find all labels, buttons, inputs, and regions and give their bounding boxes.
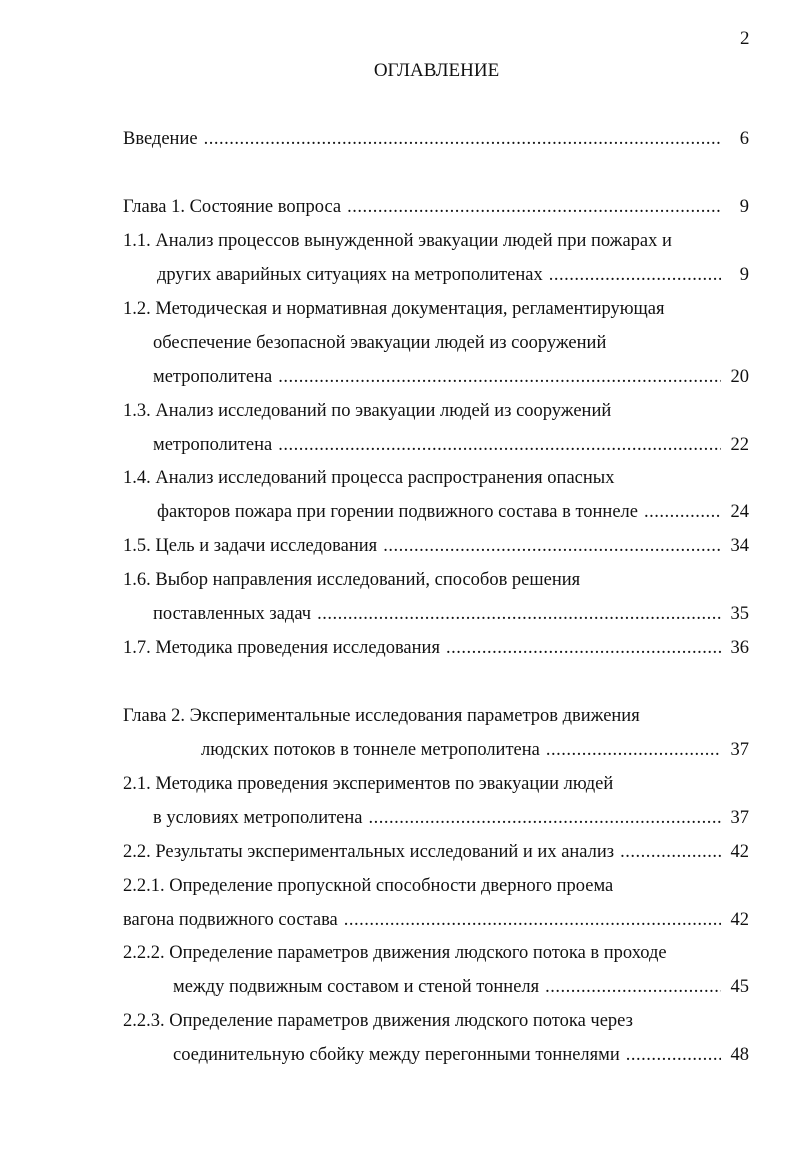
- toc-label: других аварийных ситуациях на метрополитенах: [157, 265, 543, 285]
- dot-leader: [344, 909, 721, 931]
- toc-entry-2-2-2: [173, 976, 749, 998]
- dot-leader: [278, 366, 721, 388]
- toc-entry-1-4-line1: 1.4. Анализ исследований процесса распространения опасных: [123, 468, 615, 488]
- toc-entry-2-2-3-line1: 2.2.3. Определение параметров движения людского потока через: [123, 1011, 633, 1031]
- toc-entry-1-7: [123, 637, 749, 659]
- toc-page: 22: [730, 435, 749, 455]
- toc-label: факторов пожара при горении подвижного состава в тоннеле: [157, 502, 638, 522]
- dot-leader: [546, 739, 721, 761]
- toc-page: 6: [739, 129, 749, 149]
- toc-page: 42: [730, 910, 749, 930]
- toc-entry-1-3: [153, 434, 749, 456]
- toc-entry-2-1: [153, 807, 749, 829]
- toc-entry-1-3-line1: 1.3. Анализ исследований по эвакуации людей из сооружений: [123, 401, 612, 421]
- toc-label: метрополитена: [153, 367, 273, 387]
- toc-entry-1-1: [157, 264, 749, 286]
- page-title: ОГЛАВЛЕНИЕ: [373, 60, 500, 81]
- toc-label: вагона подвижного состава: [123, 910, 338, 930]
- toc-entry-1-1-line1: 1.1. Анализ процессов вынужденной эвакуации людей при пожарах и: [123, 231, 672, 251]
- toc-label: между подвижным составом и стеной тоннеля: [173, 977, 540, 997]
- toc-label: 1.7. Методика проведения исследования: [123, 638, 440, 658]
- dot-leader: [626, 1044, 721, 1066]
- dot-leader: [204, 128, 721, 150]
- toc-entry-2-2: [123, 841, 749, 863]
- toc-page: 48: [730, 1045, 749, 1065]
- dot-leader: [446, 637, 721, 659]
- toc-entry-1-2-line1: 1.2. Методическая и нормативная документация, регламентирующая: [123, 299, 665, 319]
- toc-page: 45: [730, 977, 749, 997]
- toc-page: 36: [730, 638, 749, 658]
- dot-leader: [545, 976, 721, 998]
- toc-entry-1-5: [123, 535, 749, 557]
- toc-page: 35: [730, 604, 749, 624]
- dot-leader: [317, 603, 721, 625]
- toc-entry-1-6: [153, 603, 749, 625]
- toc-entry-2-1-line1: 2.1. Методика проведения экспериментов по эвакуации людей: [123, 774, 614, 794]
- toc-label: людских потоков в тоннеле метрополитена: [201, 740, 540, 760]
- dot-leader: [369, 807, 722, 829]
- toc-label: соединительную сбойку между перегонными тоннелями: [173, 1045, 620, 1065]
- toc-entry-1-2-line2: обеспечение безопасной эвакуации людей из сооружений: [153, 333, 607, 353]
- toc-label: Введение: [123, 129, 198, 149]
- dot-leader: [620, 841, 721, 863]
- toc-label: 1.5. Цель и задачи исследования: [123, 536, 378, 556]
- toc-entry-2-2-2-line1: 2.2.2. Определение параметров движения людского потока в проходе: [123, 943, 667, 963]
- toc-page: 9: [739, 265, 749, 285]
- dot-leader: [383, 535, 721, 557]
- toc-page: 42: [730, 842, 749, 862]
- dot-leader: [278, 434, 721, 456]
- toc-entry-chapter-1: [123, 196, 749, 218]
- toc-entry-1-4: [157, 501, 749, 523]
- toc-entry-2-2-1-line1: 2.2.1. Определение пропускной способности дверного проема: [123, 876, 614, 896]
- toc-entry-chapter-2: [201, 739, 749, 761]
- toc-entry-1-6-line1: 1.6. Выбор направления исследований, способов решения: [123, 570, 581, 590]
- toc-page: 24: [730, 502, 749, 522]
- toc-entry-introduction: [123, 128, 749, 150]
- page-number: 2: [740, 28, 750, 49]
- toc-entry-1-2: [153, 366, 749, 388]
- toc-entry-chapter-2-line1: Глава 2. Экспериментальные исследования параметров движения: [123, 706, 640, 726]
- dot-leader: [347, 196, 721, 218]
- toc-label: поставленных задач: [153, 604, 312, 624]
- toc-entry-2-2-1: [123, 909, 749, 931]
- toc-label: в условиях метрополитена: [153, 808, 363, 828]
- toc-page: 37: [730, 808, 749, 828]
- dot-leader: [644, 501, 721, 523]
- toc-entry-2-2-3: [173, 1044, 749, 1066]
- toc-label: 2.2. Результаты экспериментальных исследований и их анализ: [123, 842, 615, 862]
- toc-page: 20: [730, 367, 749, 387]
- toc-page: 37: [730, 740, 749, 760]
- toc-page: 9: [739, 197, 749, 217]
- toc-label: метрополитена: [153, 435, 273, 455]
- toc-page: 34: [730, 536, 749, 556]
- toc-label: Глава 1. Состояние вопроса: [123, 197, 342, 217]
- dot-leader: [549, 264, 721, 286]
